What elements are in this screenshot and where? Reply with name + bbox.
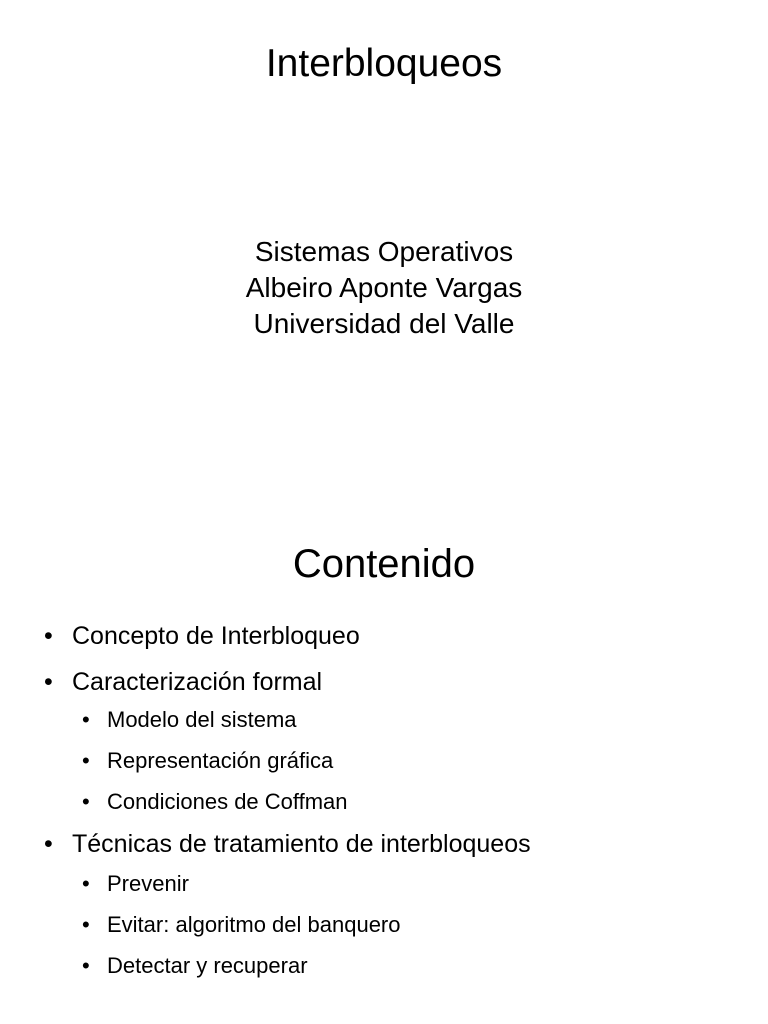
list-item-text: Caracterización formal	[72, 668, 323, 696]
list-item	[0, 828, 768, 860]
sub-list-item	[0, 706, 768, 734]
sub-list-item	[0, 747, 768, 775]
list-item-text: Representación gráfica	[107, 748, 334, 773]
list-item-text: Técnicas de tratamiento de interbloqueos	[72, 830, 531, 858]
list-item	[0, 620, 768, 652]
bullet-icon: •	[82, 953, 90, 978]
list-item-text: Prevenir	[107, 871, 189, 896]
sub-list-item	[0, 870, 768, 898]
sub-list-item	[0, 788, 768, 816]
bullet-icon: •	[44, 830, 53, 858]
contents-list	[0, 620, 768, 993]
list-item	[0, 666, 768, 698]
sub-list-item	[0, 952, 768, 980]
bullet-icon: •	[82, 707, 90, 732]
list-item-text: Modelo del sistema	[107, 707, 297, 732]
author-name: Albeiro Aponte Vargas	[245, 272, 523, 303]
bullet-icon: •	[82, 871, 90, 896]
list-item-text: Evitar: algoritmo del banquero	[107, 912, 401, 937]
bullet-icon: •	[82, 748, 90, 773]
contents-title: Contenido	[292, 542, 476, 586]
slide-subtitle	[0, 234, 768, 342]
bullet-icon: •	[82, 789, 90, 814]
bullet-icon: •	[82, 912, 90, 937]
course-name: Sistemas Operativos	[254, 236, 514, 267]
bullet-icon: •	[44, 668, 53, 696]
slide-title: Interbloqueos	[265, 42, 503, 85]
list-item-text: Detectar y recuperar	[107, 953, 308, 978]
bullet-icon: •	[44, 622, 53, 650]
list-item-text: Concepto de Interbloqueo	[72, 622, 360, 650]
list-item-text: Condiciones de Coffman	[107, 789, 348, 814]
sub-list-item	[0, 911, 768, 939]
institution-name: Universidad del Valle	[253, 308, 515, 339]
contents-slide	[0, 512, 768, 1024]
